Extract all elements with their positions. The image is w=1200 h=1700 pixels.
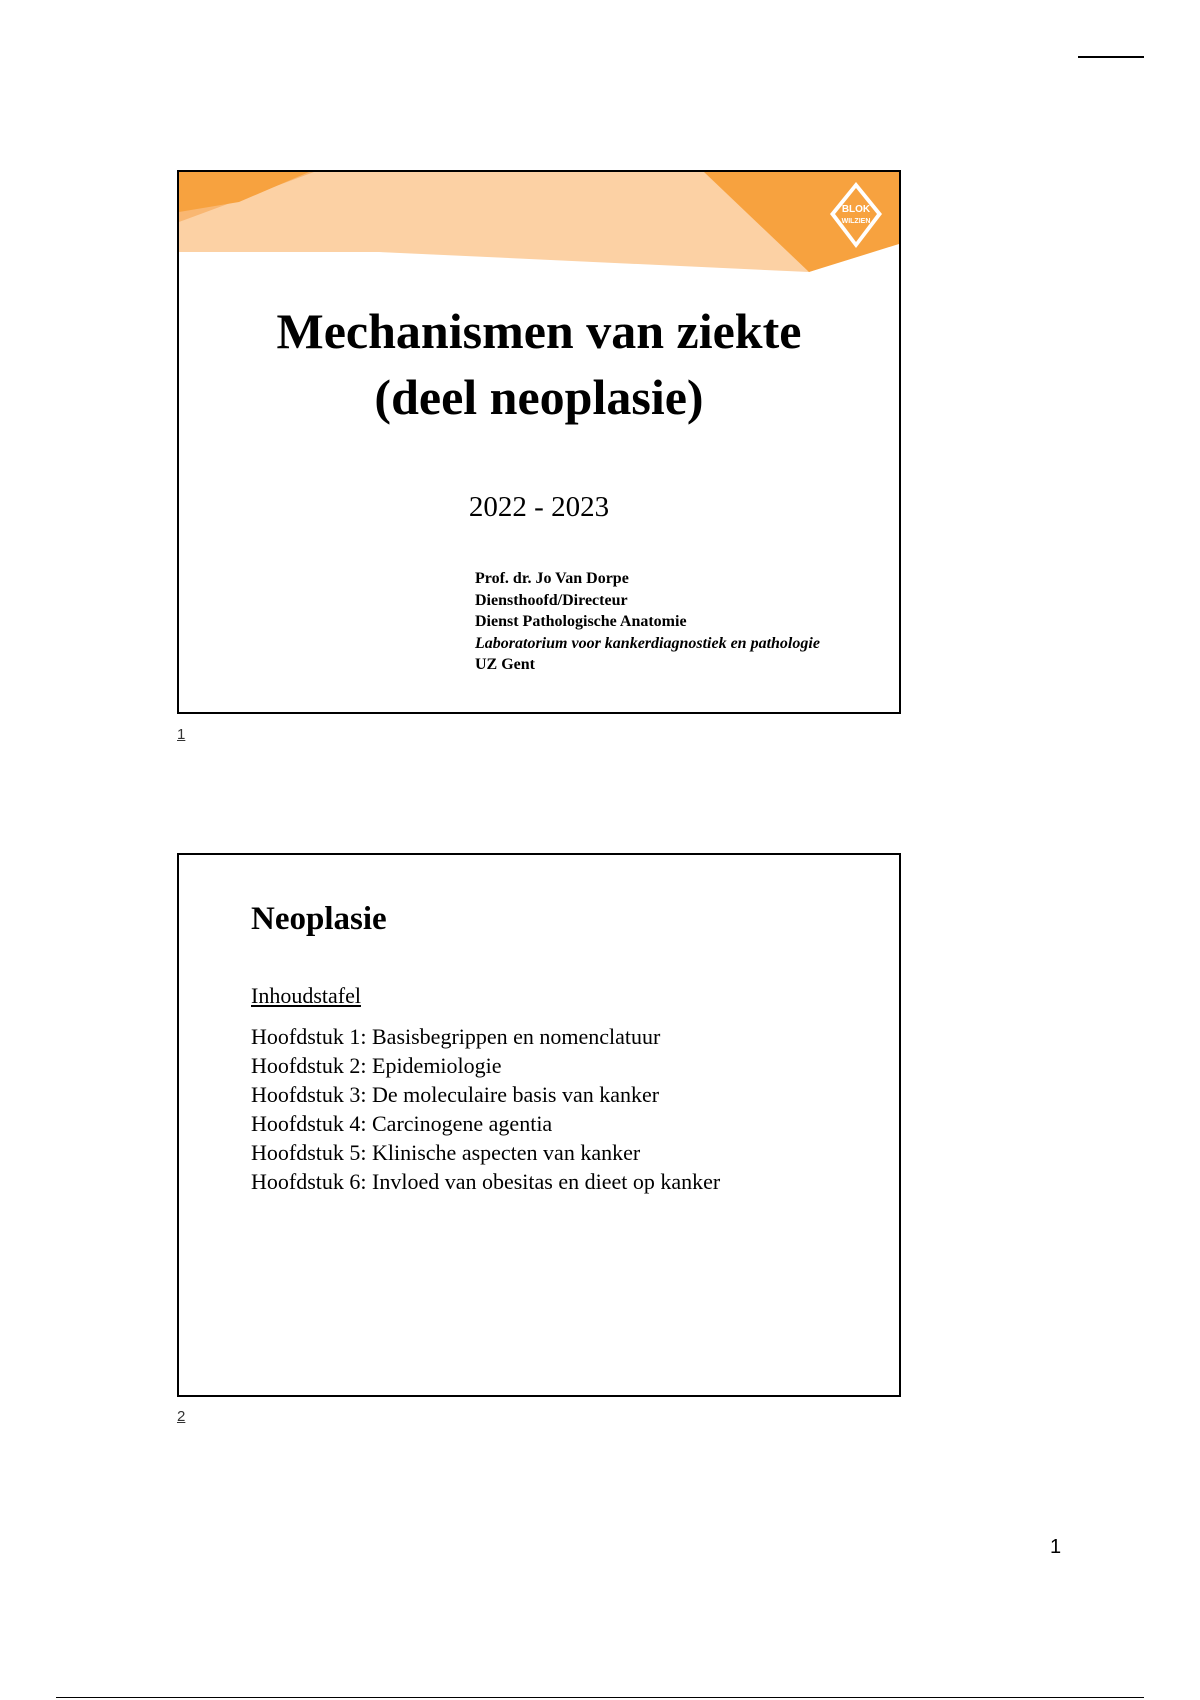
title-line-1: Mechanismen van ziekte bbox=[276, 303, 802, 359]
chapter-item: Hoofdstuk 5: Klinische aspecten van kanker bbox=[251, 1140, 641, 1165]
slide-title bbox=[179, 298, 899, 430]
academic-year: 2022 - 2023 bbox=[468, 491, 610, 523]
logo-text-1: BLOK bbox=[841, 204, 871, 215]
slide-banner bbox=[179, 172, 899, 282]
chapter-list bbox=[251, 1022, 720, 1196]
author-department: Dienst Pathologische Anatomie bbox=[475, 613, 687, 630]
author-institution: UZ Gent bbox=[475, 656, 535, 673]
slide-2 bbox=[177, 853, 901, 1397]
chapter-item: Hoofdstuk 3: De moleculaire basis van kanker bbox=[251, 1082, 660, 1107]
slide-number-1: 1 bbox=[177, 726, 186, 743]
author-role: Diensthoofd/Directeur bbox=[475, 591, 628, 609]
author-name: Prof. dr. Jo Van Dorpe bbox=[475, 570, 629, 587]
footer-rule bbox=[56, 1697, 1144, 1698]
author-block bbox=[475, 568, 895, 676]
chapter-item: Hoofdstuk 1: Basisbegrippen en nomenclatuur bbox=[251, 1024, 661, 1049]
slide-1 bbox=[177, 170, 901, 714]
chapter-item: Hoofdstuk 6: Invloed van obesitas en dieet op kanker bbox=[251, 1169, 721, 1194]
header-rule bbox=[1078, 56, 1144, 58]
toc-label: Inhoudstafel bbox=[251, 983, 361, 1008]
slide-2-title: Neoplasie bbox=[251, 901, 387, 937]
chapter-item: Hoofdstuk 2: Epidemiologie bbox=[251, 1053, 502, 1078]
author-lab: Laboratorium voor kankerdiagnostiek en pathologie bbox=[475, 634, 820, 652]
chapter-item: Hoofdstuk 4: Carcinogene agentia bbox=[251, 1111, 553, 1136]
slide-number-2: 2 bbox=[177, 1408, 186, 1425]
logo-text-2: WILZIEN bbox=[841, 218, 871, 225]
page-number: 1 bbox=[1050, 1536, 1062, 1558]
title-line-2: (deel neoplasie) bbox=[374, 369, 704, 425]
